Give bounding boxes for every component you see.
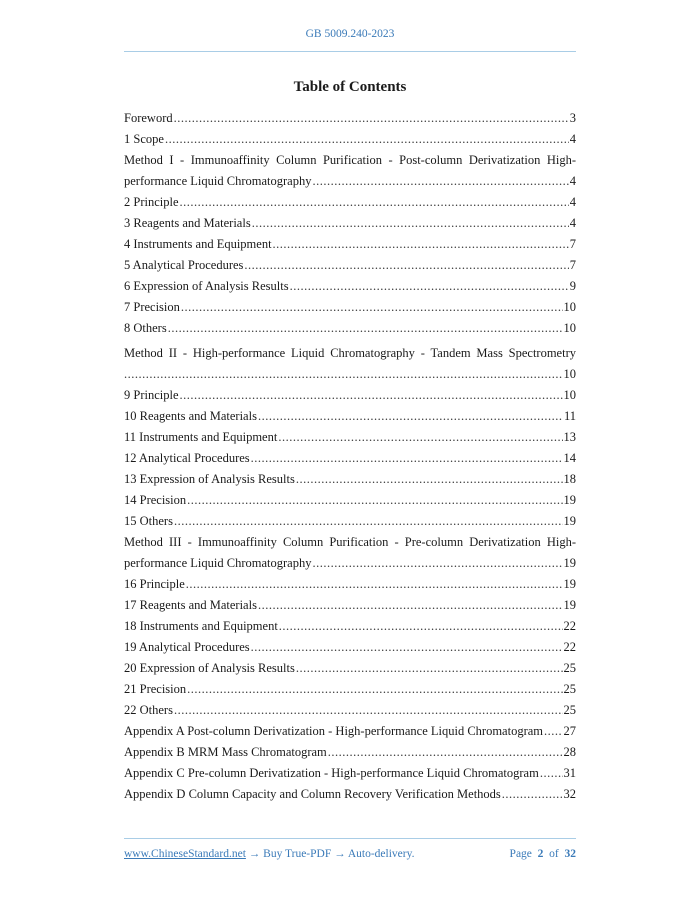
toc-entry-page: 25 bbox=[563, 682, 576, 696]
toc-entry[interactable] bbox=[124, 636, 576, 657]
toc-entry-label: Foreword bbox=[124, 111, 173, 125]
toc-entry-label: 4 Instruments and Equipment bbox=[124, 237, 272, 251]
toc-entry[interactable] bbox=[124, 128, 576, 149]
toc-entry-label: 3 Reagents and Materials bbox=[124, 216, 251, 230]
toc-leader bbox=[165, 132, 569, 147]
toc-entry-label: 9 Principle bbox=[124, 388, 179, 402]
toc-entry-page: 32 bbox=[563, 787, 576, 801]
toc-entry[interactable] bbox=[124, 573, 576, 594]
toc-entry-label: Appendix B MRM Mass Chromatogram bbox=[124, 745, 327, 759]
toc-entry-page: 7 bbox=[569, 237, 576, 251]
page-indicator bbox=[510, 848, 576, 860]
toc-leader bbox=[186, 577, 563, 592]
toc-entry[interactable] bbox=[124, 254, 576, 275]
footer-promo bbox=[124, 848, 414, 860]
toc-entry-page: 4 bbox=[569, 195, 576, 209]
toc-list bbox=[124, 107, 576, 804]
toc-entry-page: 22 bbox=[563, 640, 576, 654]
toc-entry[interactable] bbox=[124, 296, 576, 317]
toc-entry-page: 19 bbox=[563, 514, 576, 528]
toc-entry[interactable] bbox=[124, 657, 576, 678]
toc-entry-method[interactable] bbox=[124, 149, 576, 191]
toc-leader bbox=[328, 745, 563, 760]
toc-leader bbox=[296, 661, 563, 676]
toc-entry[interactable] bbox=[124, 426, 576, 447]
toc-entry[interactable] bbox=[124, 275, 576, 296]
toc-entry[interactable] bbox=[124, 191, 576, 212]
toc-entry-label: 13 Expression of Analysis Results bbox=[124, 472, 295, 486]
toc-entry-label: 22 Others bbox=[124, 703, 173, 717]
toc-entry[interactable] bbox=[124, 783, 576, 804]
page-footer bbox=[124, 848, 576, 860]
toc-leader bbox=[251, 451, 563, 466]
toc-leader bbox=[279, 619, 563, 634]
toc-entry-heading: Method II - High-performance Liquid Chromatography - Tandem Mass Spectrometry bbox=[124, 346, 576, 360]
toc-leader bbox=[180, 195, 569, 210]
toc-leader bbox=[187, 493, 562, 508]
toc-entry-label: Appendix A Post-column Derivatization - High-performance Liquid Chromatogram bbox=[124, 724, 544, 738]
toc-entry[interactable] bbox=[124, 741, 576, 762]
toc-entry-page: 22 bbox=[563, 619, 576, 633]
toc-leader bbox=[312, 556, 562, 571]
toc-entry-page: 18 bbox=[563, 472, 576, 486]
toc-entry[interactable] bbox=[124, 720, 576, 741]
toc-entry-page: 28 bbox=[563, 745, 576, 759]
toc-leader bbox=[251, 640, 563, 655]
toc-entry[interactable] bbox=[124, 233, 576, 254]
toc-leader bbox=[278, 430, 562, 445]
toc-leader bbox=[174, 111, 569, 126]
toc-entry-page: 10 bbox=[563, 300, 576, 314]
header-divider bbox=[124, 51, 576, 52]
toc-leader bbox=[273, 237, 569, 252]
toc-leader bbox=[124, 367, 563, 382]
toc-entry-label: 14 Precision bbox=[124, 493, 187, 507]
toc-entry-label: 7 Precision bbox=[124, 300, 180, 314]
toc-entry-page: 3 bbox=[569, 111, 576, 125]
toc-entry-page: 25 bbox=[563, 661, 576, 675]
toc-entry-page: 19 bbox=[563, 493, 576, 507]
toc-entry-heading: Method III - Immunoaffinity Column Purification - Pre-column Derivatization High- bbox=[124, 535, 576, 549]
toc-entry-heading: Method I - Immunoaffinity Column Purification - Post-column Derivatization High- bbox=[124, 153, 576, 167]
toc-entry-page: 10 bbox=[563, 388, 576, 402]
toc-entry-page: 13 bbox=[563, 430, 576, 444]
toc-entry-page: 7 bbox=[569, 258, 576, 272]
toc-entry-label: 21 Precision bbox=[124, 682, 187, 696]
toc-entry-page: 19 bbox=[563, 577, 576, 591]
running-header: GB 5009.240-2023 bbox=[305, 28, 395, 40]
toc-entry-page: 11 bbox=[563, 409, 576, 423]
toc-entry-page: 10 bbox=[563, 367, 576, 381]
toc-entry[interactable] bbox=[124, 594, 576, 615]
toc-entry[interactable] bbox=[124, 699, 576, 720]
toc-entry-label: 10 Reagents and Materials bbox=[124, 409, 257, 423]
toc-entry[interactable] bbox=[124, 468, 576, 489]
toc-entry-label: 8 Others bbox=[124, 321, 167, 335]
toc-entry[interactable] bbox=[124, 405, 576, 426]
toc-leader bbox=[174, 514, 563, 529]
toc-entry-label: performance Liquid Chromatography bbox=[124, 174, 312, 188]
toc-entry-label: 15 Others bbox=[124, 514, 173, 528]
toc-entry[interactable] bbox=[124, 317, 576, 338]
toc-entry-page: 4 bbox=[569, 132, 576, 146]
toc-entry[interactable] bbox=[124, 615, 576, 636]
toc-entry-page: 4 bbox=[569, 216, 576, 230]
toc-leader bbox=[244, 258, 568, 273]
toc-entry[interactable] bbox=[124, 510, 576, 531]
toc-entry-page: 19 bbox=[563, 598, 576, 612]
page-current: 2 bbox=[537, 848, 544, 860]
toc-leader bbox=[180, 388, 563, 403]
toc-entry-page: 10 bbox=[563, 321, 576, 335]
toc-entry[interactable] bbox=[124, 384, 576, 405]
toc-entry-label: 19 Analytical Procedures bbox=[124, 640, 250, 654]
toc-entry-label: 11 Instruments and Equipment bbox=[124, 430, 278, 444]
toc-entry-page: 9 bbox=[569, 279, 576, 293]
page-of: of bbox=[549, 848, 559, 860]
toc-entry-label: 17 Reagents and Materials bbox=[124, 598, 257, 612]
toc-entry-page: 31 bbox=[563, 766, 576, 780]
toc-entry-label: Appendix D Column Capacity and Column Recovery Verification Methods bbox=[124, 787, 501, 801]
toc-entry-method[interactable] bbox=[124, 531, 576, 573]
toc-entry-label: Appendix C Pre-column Derivatization - High-performance Liquid Chromatogram bbox=[124, 766, 539, 780]
toc-entry-method[interactable] bbox=[124, 338, 576, 384]
toc-entry-label: 18 Instruments and Equipment bbox=[124, 619, 278, 633]
toc-entry-page: 14 bbox=[563, 451, 576, 465]
toc-entry-label: 5 Analytical Procedures bbox=[124, 258, 244, 272]
toc-leader bbox=[181, 300, 563, 315]
toc-entry-label: performance Liquid Chromatography bbox=[124, 556, 312, 570]
toc-entry[interactable] bbox=[124, 447, 576, 468]
toc-leader bbox=[252, 216, 569, 231]
toc-leader bbox=[187, 682, 562, 697]
page-total: 32 bbox=[564, 848, 576, 860]
toc-entry-label: 2 Principle bbox=[124, 195, 179, 209]
toc-entry-page: 19 bbox=[563, 556, 576, 570]
toc-entry-label: 16 Principle bbox=[124, 577, 185, 591]
toc-entry[interactable] bbox=[124, 762, 576, 783]
toc-entry-label: 20 Expression of Analysis Results bbox=[124, 661, 295, 675]
site-link[interactable]: www.ChineseStandard.net bbox=[124, 848, 246, 860]
toc-entry-label: 6 Expression of Analysis Results bbox=[124, 279, 289, 293]
toc-entry[interactable] bbox=[124, 212, 576, 233]
toc-entry-page: 27 bbox=[563, 724, 576, 738]
toc-leader bbox=[174, 703, 563, 718]
toc-leader bbox=[502, 787, 563, 802]
toc-leader bbox=[540, 766, 563, 781]
toc-entry[interactable] bbox=[124, 107, 576, 128]
footer-divider bbox=[124, 838, 576, 839]
toc-leader bbox=[290, 279, 569, 294]
toc-leader bbox=[168, 321, 563, 336]
toc-leader bbox=[258, 598, 563, 613]
toc-leader bbox=[544, 724, 562, 739]
toc-entry-page: 25 bbox=[563, 703, 576, 717]
toc-leader bbox=[312, 174, 568, 189]
page-word: Page bbox=[509, 848, 532, 860]
toc-entry[interactable] bbox=[124, 678, 576, 699]
toc-entry-label: 12 Analytical Procedures bbox=[124, 451, 250, 465]
toc-leader bbox=[296, 472, 563, 487]
page-title: Table of Contents bbox=[293, 79, 407, 95]
toc-entry[interactable] bbox=[124, 489, 576, 510]
toc-leader bbox=[258, 409, 563, 424]
footer-tagline: → Buy True-PDF → Auto-delivery. bbox=[245, 848, 415, 860]
toc-entry-label: 1 Scope bbox=[124, 132, 164, 146]
toc-entry-page: 4 bbox=[569, 174, 576, 188]
